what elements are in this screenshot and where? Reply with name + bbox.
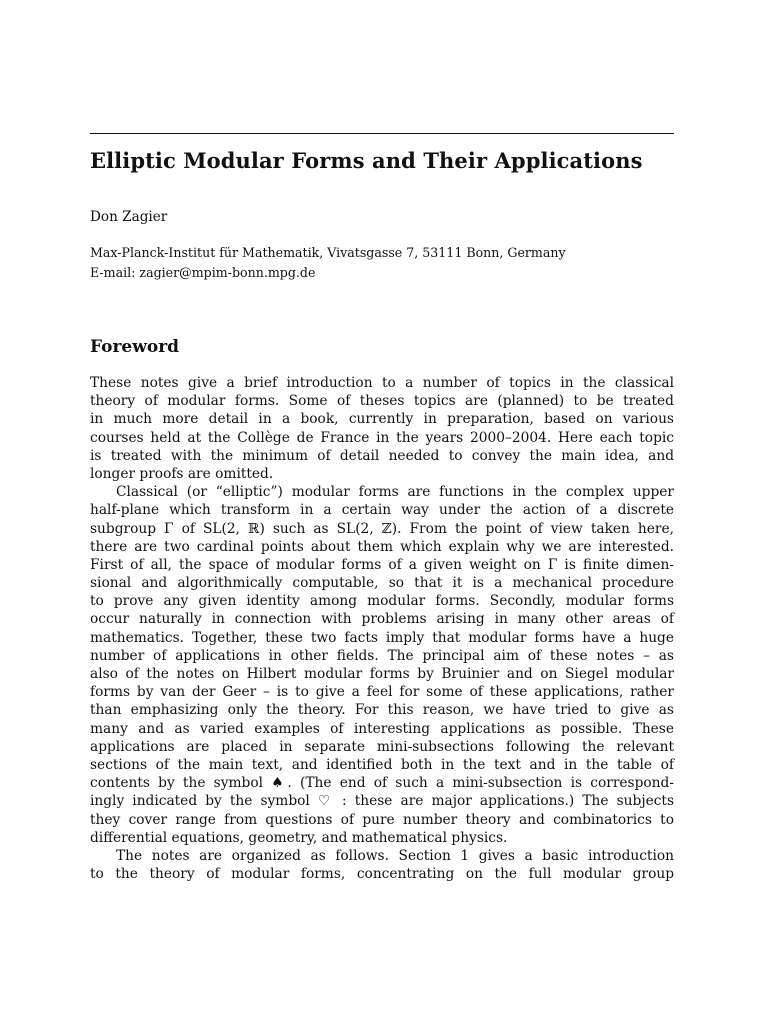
text-line: subgroup Γ of SL(2, ℝ) such as SL(2, ℤ). From the point of view taken here, bbox=[90, 520, 674, 537]
text-line: to the theory of modular forms, concentrating on the full modular group bbox=[90, 866, 674, 883]
top-rule bbox=[90, 133, 674, 134]
text-line: half-plane which transform in a certain way under the action of a discrete bbox=[90, 502, 674, 519]
text-line: is treated with the minimum of detail needed to convey the main idea, and bbox=[90, 447, 674, 464]
author-affiliation-block bbox=[90, 243, 566, 283]
text-line: theory of modular forms. Some of theses topics are (planned) to be treated bbox=[90, 393, 674, 410]
body-text bbox=[90, 374, 674, 883]
text-line: also of the notes on Hilbert modular forms by Bruinier and on Siegel modular bbox=[90, 666, 674, 682]
text-line: forms by van der Geer – is to give a feel for some of these applications, rather bbox=[90, 684, 674, 701]
text-line: The notes are organized as follows. Section 1 gives a basic introduction bbox=[116, 847, 674, 864]
text-line: mathematics. Together, these two facts imply that modular forms have a huge bbox=[90, 629, 674, 646]
text-line: sional and algorithmically computable, so that it is a mechanical procedure bbox=[90, 575, 674, 592]
text-line: courses held at the Collège de France in the years 2000–2004. Here each topic bbox=[90, 429, 674, 446]
text-line: occur naturally in connection with problems arising in many other areas of bbox=[90, 611, 674, 628]
text-line: than emphasizing only the theory. For this reason, we have tried to give as bbox=[90, 702, 674, 719]
affiliation: Max-Planck-Institut für Mathematik, Vivatsgasse 7, 53111 Bonn, Germany bbox=[90, 245, 566, 260]
text-line: there are two cardinal points about them which explain why we are interested. bbox=[90, 538, 674, 555]
text-line: applications are placed in separate mini-subsections following the relevant bbox=[90, 738, 674, 755]
text-line: number of applications in other fields. The principal aim of these notes – as bbox=[90, 647, 674, 664]
text-line: contents by the symbol ♠. (The end of such a mini-subsection is correspond- bbox=[90, 775, 674, 792]
text-line: in much more detail in a book, currently in preparation, based on various bbox=[90, 411, 674, 428]
paper-title: Elliptic Modular Forms and Their Applications bbox=[90, 148, 643, 173]
text-line: sections of the main text, and identified both in the text and in the table of bbox=[90, 756, 674, 773]
text-line: differential equations, geometry, and mathematical physics. bbox=[90, 829, 508, 846]
text-line: many and as varied examples of interesting applications as possible. These bbox=[90, 720, 674, 737]
text-line: they cover range from questions of pure number theory and combinatorics to bbox=[90, 811, 674, 828]
text-line: First of all, the space of modular forms of a given weight on Γ is finite dimen- bbox=[90, 556, 674, 573]
email: E-mail: zagier@mpim-bonn.mpg.de bbox=[90, 265, 316, 280]
text-line: longer proofs are omitted. bbox=[90, 465, 274, 482]
section-heading: Foreword bbox=[90, 337, 180, 357]
text-line: ingly indicated by the symbol ♡ : these are major applications.) The subjects bbox=[90, 793, 674, 810]
text-line: to prove any given identity among modular forms. Secondly, modular forms bbox=[90, 593, 674, 610]
text-line: Classical (or “elliptic”) modular forms are functions in the complex upper bbox=[116, 484, 674, 501]
author-name: Don Zagier bbox=[90, 209, 168, 225]
text-line: These notes give a brief introduction to a number of topics in the classical bbox=[90, 375, 674, 391]
